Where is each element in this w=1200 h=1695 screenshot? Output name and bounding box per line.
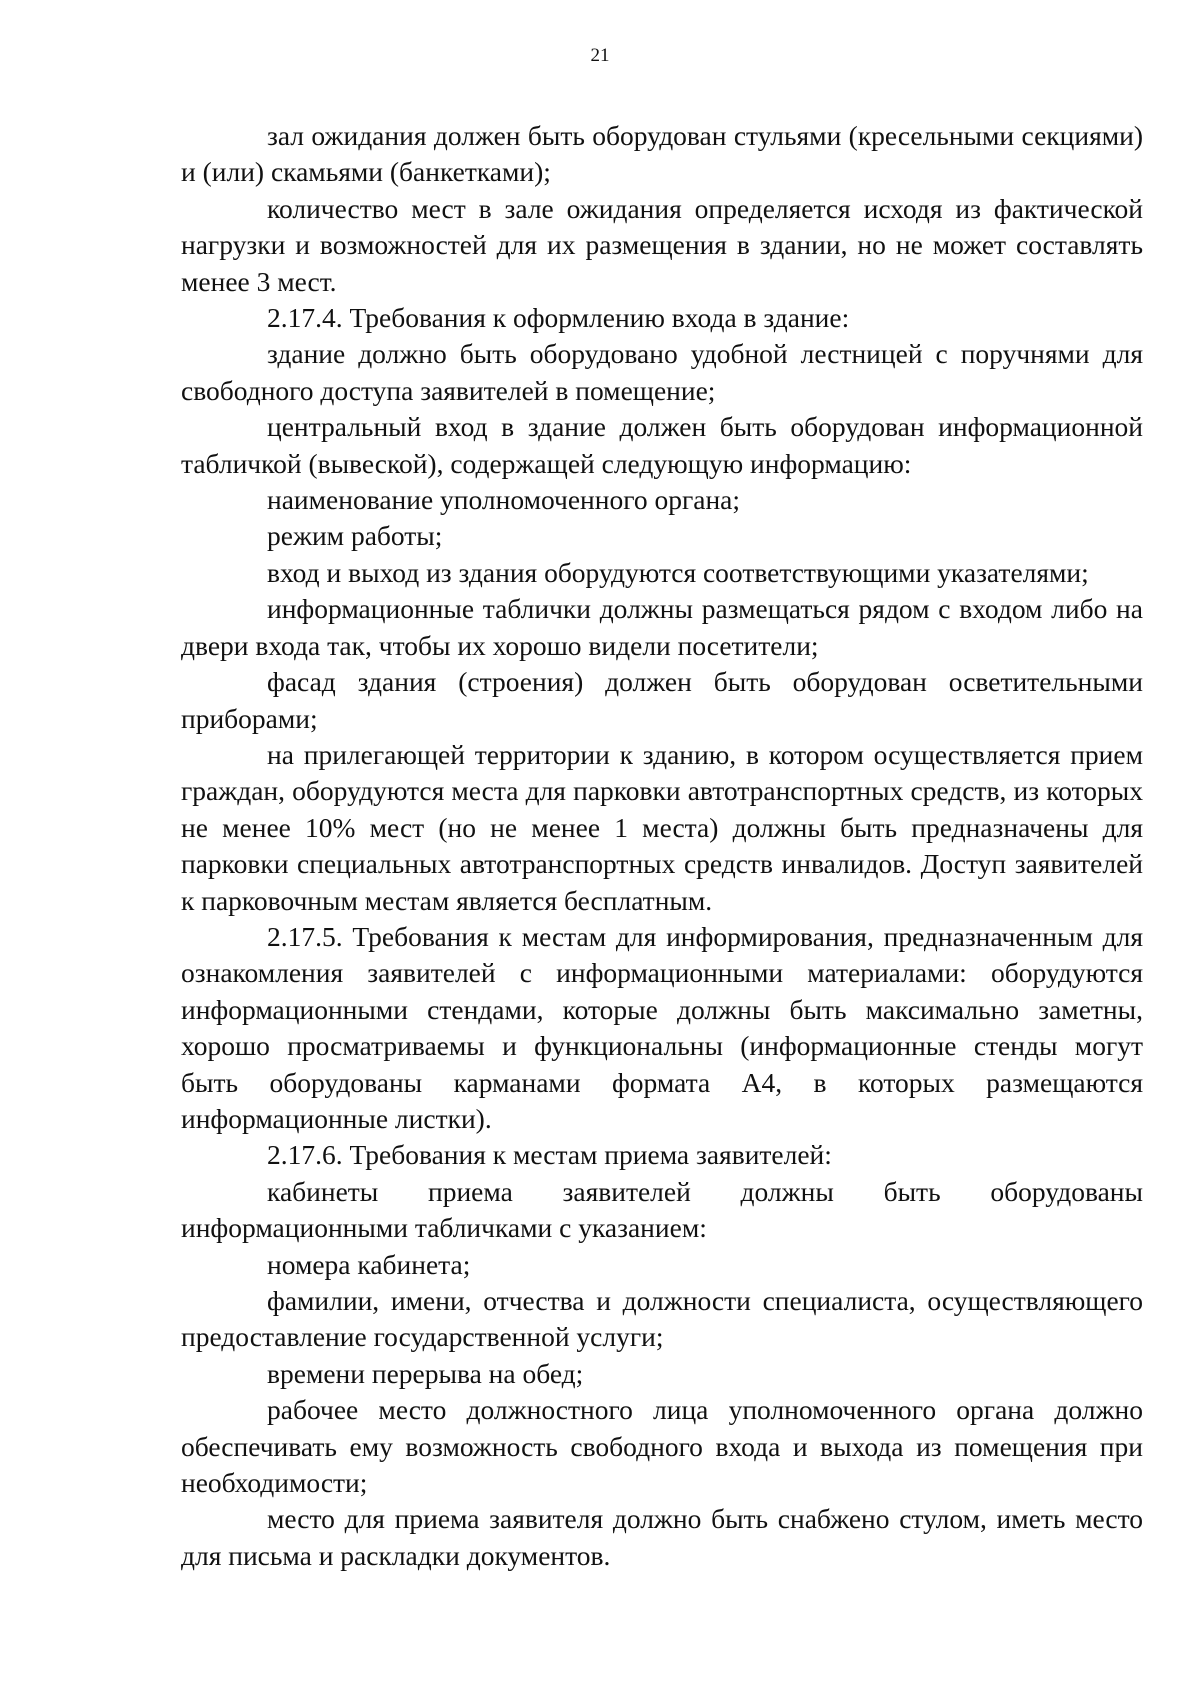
paragraph: количество мест в зале ожидания определяется исходя из фактической нагрузки и возможностей для их размещения в здании, но не может составлять менее 3 мест. [181,192,1143,297]
list-item: фамилии, имени, отчества и должности специалиста, осуществляющего предоставление государственной услуги; [181,1285,1143,1353]
paragraph: центральный вход в здание должен быть оборудован информационной табличкой (вывеской), содержащей следующую информацию: [181,411,1143,479]
paragraph: место для приема заявителя должно быть снабжено стулом, иметь место для письма и раскладки документов. [181,1503,1143,1571]
section-heading: 2.17.6. Требования к местам приема заявителей: [267,1139,832,1171]
paragraph: фасад здания (строения) должен быть оборудован осветительными приборами; [181,666,1143,734]
document-body [181,118,1143,1574]
list-item: наименование уполномоченного органа; [267,484,741,516]
paragraph: информационные таблички должны размещаться рядом с входом либо на двери входа так, чтобы их хорошо видели посетители; [181,593,1143,661]
paragraph: рабочее место должностного лица уполномоченного органа должно обеспечивать ему возможность свободного входа и выхода из помещения при необходимости; [181,1394,1143,1499]
paragraph: кабинеты приема заявителей должны быть оборудованы информационными табличками с указанием: [181,1175,1143,1244]
page-number: 21 [590,45,610,66]
paragraph: здание должно быть оборудовано удобной лестницей с поручнями для свободного доступа заявителей в помещение; [181,338,1143,406]
paragraph: зал ожидания должен быть оборудован стульями (кресельными секциями) и (или) скамьями (банкетками); [181,120,1143,188]
list-item: времени перерыва на обед; [267,1357,584,1389]
list-item: режим работы; [267,520,443,552]
paragraph: на прилегающей территории к зданию, в котором осуществляется прием граждан, оборудуются места для парковки автотранспортных средств, из которых не менее 10% мест (но не менее 1 места) должны быть предназначены для парковки специальных автотранспортных средств инвалидов. Доступ заявителей к парковочным местам является бесплатным. [181,738,1143,916]
paragraph: вход и выход из здания оборудуются соответствующими указателями; [267,556,1089,588]
section-heading: 2.17.5. Требования к местам для информирования, предназначенным для ознакомления заявителей с информационными материалами: оборудуются информационными стендами, которые должны быть максимально заметны, хорошо просматриваемы и функциональны (информационные стенды могут быть оборудованы карманами формата А4, в которых размещаются информационные листки). [181,920,1143,1134]
section-heading: 2.17.4. Требования к оформлению входа в здание: [267,302,850,334]
list-item: номера кабинета; [267,1248,471,1280]
